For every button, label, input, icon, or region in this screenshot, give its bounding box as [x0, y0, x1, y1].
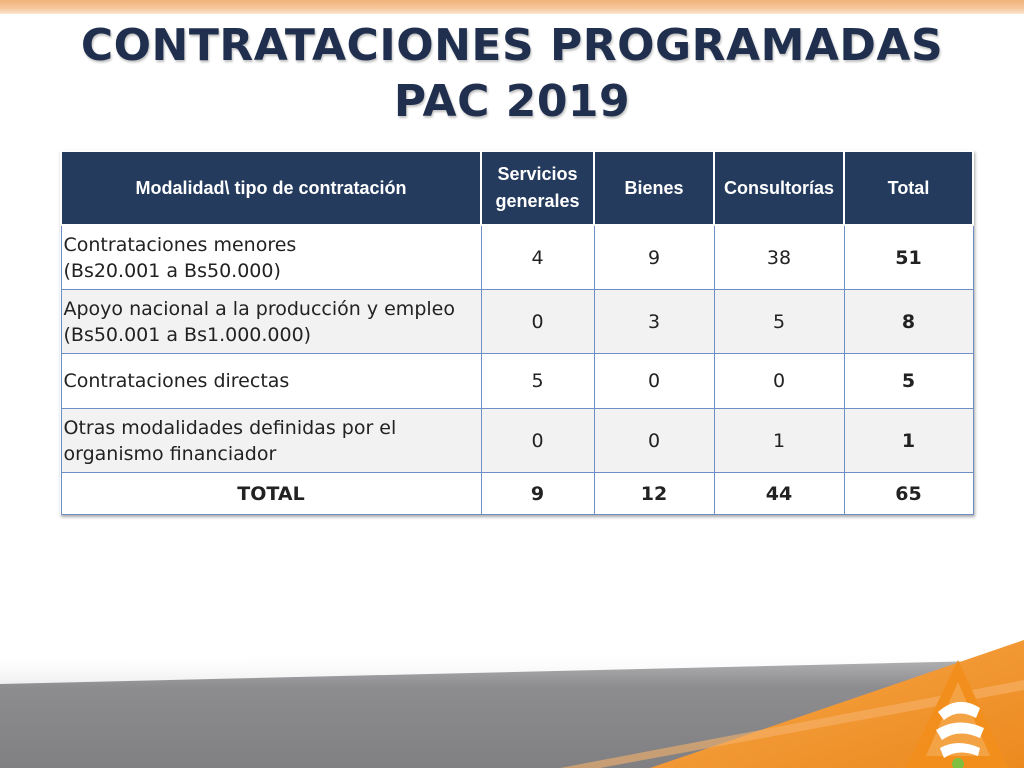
row-label-line2: (Bs20.001 a Bs50.000): [63, 259, 281, 282]
cell-servicios: 0: [481, 409, 594, 473]
row-label: [61, 290, 481, 354]
row-label-line2: (Bs50.001 a Bs1.000.000): [63, 323, 312, 346]
total-bienes: 12: [594, 473, 714, 515]
grand-total: 65: [844, 473, 973, 515]
header-modalidad: Modalidad\ tipo de contratación: [61, 151, 481, 225]
cell-bienes: 9: [594, 225, 714, 290]
cell-bienes: 0: [594, 409, 714, 473]
row-label: [61, 409, 481, 473]
cell-total: 8: [844, 290, 973, 354]
row-label-line1: Otras modalidades definidas por el: [63, 416, 397, 439]
table-header-row: [61, 151, 973, 225]
bottom-decoration: [0, 620, 1024, 768]
total-servicios: 9: [481, 473, 594, 515]
table-row: [61, 290, 973, 354]
cell-total: 51: [844, 225, 973, 290]
cell-consultorias: 38: [714, 225, 844, 290]
table-row: [61, 354, 973, 409]
row-label-line2: organismo financiador: [63, 442, 277, 465]
table-total-row: [61, 473, 973, 515]
total-row-label: TOTAL: [61, 473, 481, 515]
title-line-1: CONTRATACIONES PROGRAMADAS: [80, 20, 944, 71]
header-total: Total: [844, 151, 973, 225]
cell-total: 1: [844, 409, 973, 473]
row-label-line1: Apoyo nacional a la producción y empleo: [63, 297, 455, 320]
contrataciones-table: [60, 150, 974, 515]
top-accent-bar: [0, 0, 1024, 14]
table-row: [61, 225, 973, 290]
table-row: [61, 409, 973, 473]
cell-bienes: 0: [594, 354, 714, 409]
cell-bienes: 3: [594, 290, 714, 354]
title-line-2: PAC 2019: [393, 76, 631, 127]
row-label: [61, 354, 481, 409]
header-bienes: Bienes: [594, 151, 714, 225]
cell-consultorias: 5: [714, 290, 844, 354]
row-label: [61, 225, 481, 290]
row-label-line1: Contrataciones directas: [63, 370, 290, 392]
cell-total: 5: [844, 354, 973, 409]
cell-servicios: 4: [481, 225, 594, 290]
header-consultorias: Consultorías: [714, 151, 844, 225]
cell-consultorias: 1: [714, 409, 844, 473]
cell-servicios: 5: [481, 354, 594, 409]
header-servicios: Servicios generales: [481, 151, 594, 225]
cell-consultorias: 0: [714, 354, 844, 409]
row-label-line1: Contrataciones menores: [63, 233, 297, 256]
cell-servicios: 0: [481, 290, 594, 354]
total-consultorias: 44: [714, 473, 844, 515]
slide-title: [0, 18, 1024, 130]
